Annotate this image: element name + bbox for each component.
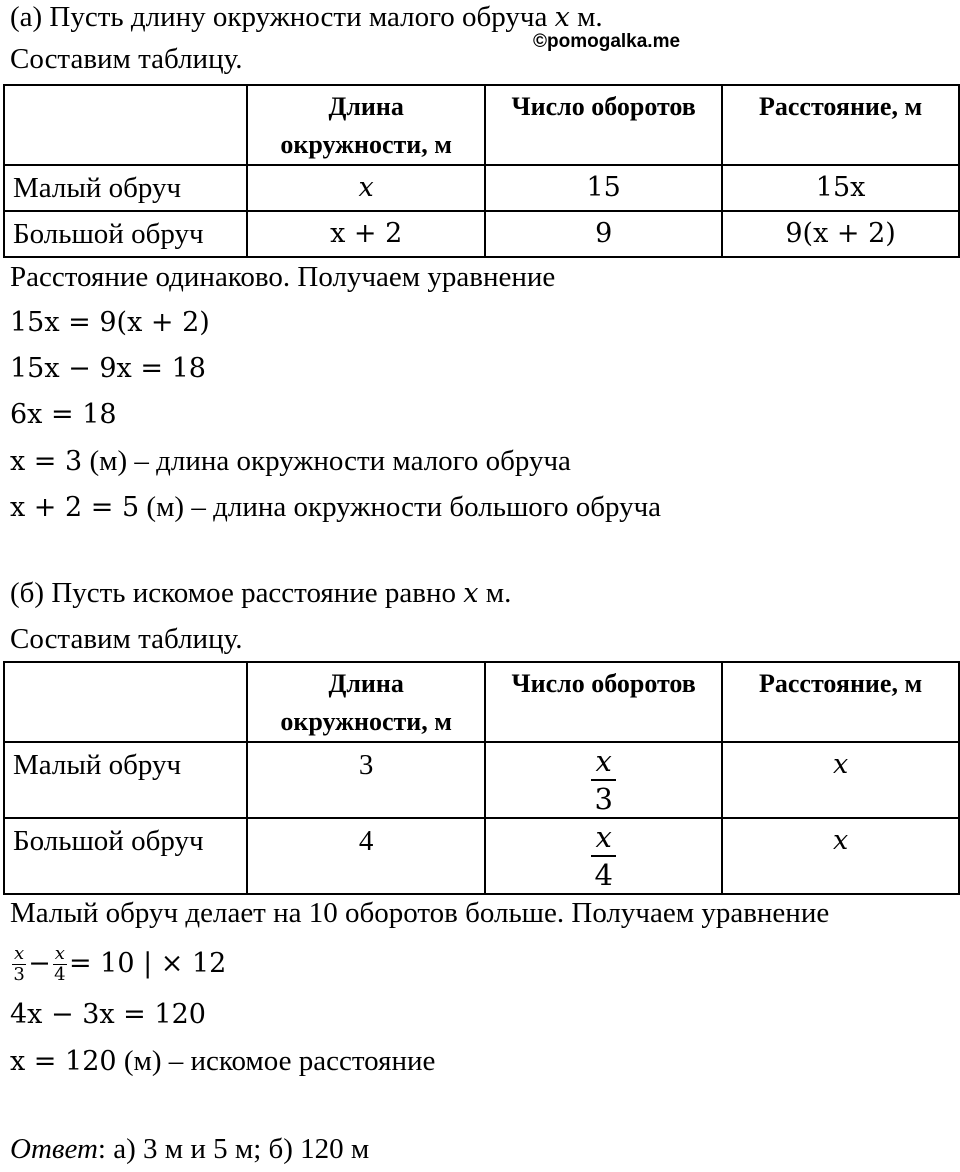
- table-row: [4, 818, 959, 894]
- table-a-header-length: Длина окружности, м: [247, 85, 485, 165]
- part-b-intro-var: x: [463, 578, 479, 609]
- table-a-header-row: [4, 85, 959, 165]
- part-a-intro-unit: м.: [569, 1, 603, 33]
- part-a-intro-text: (а) Пусть длину окружности малого обруча: [10, 1, 548, 33]
- answer-block: [10, 1126, 955, 1172]
- table-a-row1-distance: 15x: [722, 165, 959, 211]
- part-b-equation-1: $\frac{x}{3}$ − $\frac{x}{4}$ = 10 | × 12: [13, 943, 227, 985]
- part-a-make-table: Составим таблицу.: [10, 43, 243, 75]
- part-a-intro-var: x: [554, 2, 570, 33]
- part-a-equation-2: 15x − 9x = 18: [10, 353, 206, 384]
- table-a-row1-length: x: [247, 165, 485, 211]
- part-b-intro: [10, 570, 955, 616]
- part-a-equation-1: 15x = 9(x + 2): [10, 307, 210, 338]
- answer-line: [10, 1126, 955, 1172]
- table-b-row2-turns: [485, 818, 722, 894]
- answer-text: : а) 3 м и 5 м; б) 120 м: [97, 1133, 370, 1165]
- table-row: [4, 211, 959, 257]
- part-a-equation-3: 6x = 18: [10, 399, 117, 430]
- table-b-row2-label: Большой обруч: [4, 818, 247, 894]
- table-b-row1-turns: [485, 742, 722, 818]
- table-b-row1-turns-fraction: $\frac{x}{3}$: [591, 743, 615, 817]
- part-a-result-1: [10, 438, 955, 484]
- part-b-solution: [10, 890, 955, 1084]
- part-b-make-table: Составим таблицу.: [10, 623, 243, 655]
- eq-fraction-x-3: $\frac{x}{3}$: [13, 943, 25, 985]
- table-a: [3, 84, 960, 258]
- watermark: ©pomogalka.me: [533, 31, 681, 52]
- eq-rest: = 10 | × 12: [68, 948, 227, 979]
- part-a-solution: [10, 254, 955, 530]
- part-a-result-2-text: (м) – длина окружности большого обруча: [139, 491, 662, 523]
- answer-label: Ответ: [10, 1133, 98, 1165]
- table-a-row2-label: Большой обруч: [4, 211, 247, 257]
- part-b-result: [10, 1038, 955, 1084]
- table-b-header-turns: Число оборотов: [485, 662, 722, 742]
- table-a-header-turns: Число оборотов: [485, 85, 722, 165]
- table-b: [3, 661, 960, 895]
- part-b-line-1: Малый обруч делает на 10 оборотов больше. Получаем уравнение: [10, 897, 830, 929]
- table-a-row1-turns: 15: [485, 165, 722, 211]
- table-a-row2-distance: 9(x + 2): [722, 211, 959, 257]
- table-row: [4, 165, 959, 211]
- part-a-result-2: [10, 484, 955, 530]
- table-b-header-empty: [4, 662, 247, 742]
- table-b-row2-distance: x: [722, 818, 959, 894]
- part-b-intro-unit: м.: [478, 577, 512, 609]
- eq-fraction-x-4: $\frac{x}{4}$: [54, 943, 66, 985]
- part-a-line-1: Расстояние одинаково. Получаем уравнение: [10, 261, 556, 293]
- part-b-result-text: (м) – искомое расстояние: [116, 1045, 436, 1077]
- part-a-result-2-math: x + 2 = 5: [10, 492, 140, 523]
- table-b-header-distance: Расстояние, м: [722, 662, 959, 742]
- table-a-row1-label: Малый обруч: [4, 165, 247, 211]
- table-b-row2-turns-fraction: $\frac{x}{4}$: [591, 819, 615, 893]
- table-b-row1-length: 3: [247, 742, 485, 818]
- table-a-header-empty: [4, 85, 247, 165]
- part-b-intro-block: [10, 570, 955, 662]
- table-b-row2-length: 4: [247, 818, 485, 894]
- part-b-result-math: x = 120: [10, 1046, 117, 1077]
- table-b-row1-distance: x: [722, 742, 959, 818]
- table-b-header-row: [4, 662, 959, 742]
- table-row: [4, 742, 959, 818]
- part-a-intro: [10, 0, 603, 40]
- table-a-row2-turns: 9: [485, 211, 722, 257]
- part-b-intro-text: (б) Пусть искомое расстояние равно: [10, 577, 457, 609]
- table-b-header-length: Длина окружности, м: [247, 662, 485, 742]
- table-a-row2-length: x + 2: [247, 211, 485, 257]
- table-b-row1-label: Малый обруч: [4, 742, 247, 818]
- part-a-result-1-math: x = 3: [10, 446, 83, 477]
- table-a-header-distance: Расстояние, м: [722, 85, 959, 165]
- part-a-result-1-text: (м) – длина окружности малого обруча: [82, 445, 571, 477]
- part-b-equation-2: 4x − 3x = 120: [10, 999, 206, 1030]
